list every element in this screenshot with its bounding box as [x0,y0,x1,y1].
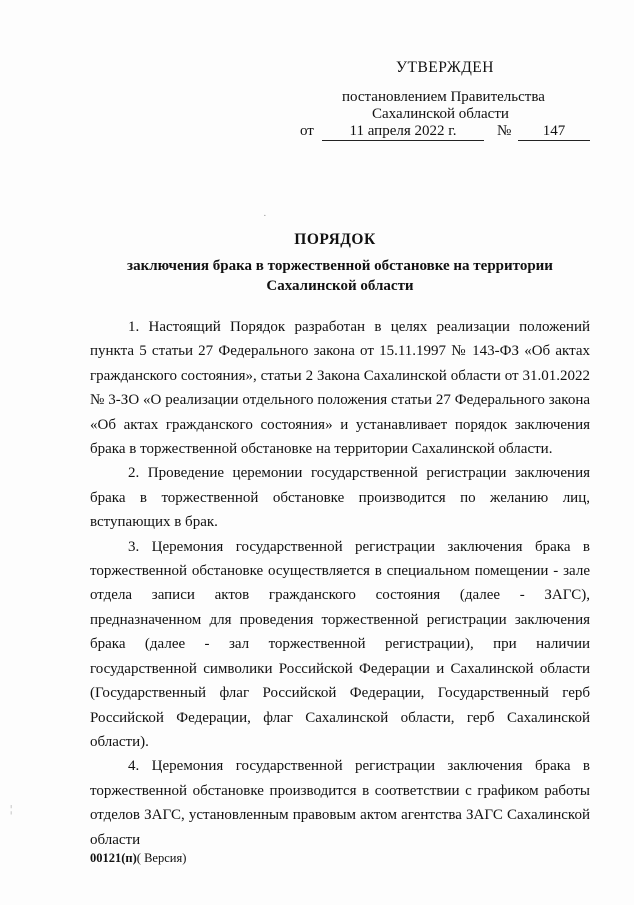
approval-number: 147 [518,122,590,141]
paragraph-2: 2. Проведение церемонии государственной регистрации заключения брака в торжественной обстановке производится по желанию лиц, вступающих в брак. [90,465,590,531]
document-subtitle [100,256,580,296]
document-body [90,315,590,852]
approval-number-sign: № [497,123,512,139]
paragraph-1: 1. Настоящий Порядок разработан в целях реализации положений пункта 5 статьи 27 Федерального закона от 15.11.1997 № 143-ФЗ «Об актах гражданского состояния», статьи 2 Закона Сахалинской области от 31.01.2022 № 3-ЗО «О реализации отдельного положения статьи 27 Федерального закона «Об актах гражданского состояния» и устанавливает порядок заключения брака в торжественной обстановке на территории Сахалинской области. [90,319,590,458]
paragraph-4: 4. Церемония государственной регистрации заключения брака в торжественной обстановке производится в соответствии с графиком работы отделов ЗАГС, установленным правовым актом агентства ЗАГС Сахалинской области [90,758,590,848]
scan-speck: ¦ [10,803,13,815]
footer-version: ( Версия) [136,851,187,865]
subtitle-line-2: Сахалинской области [266,278,414,294]
approval-line-government: постановлением Правительства [342,89,545,105]
scan-speck: · [263,210,267,222]
approval-date-number-line [300,122,600,142]
document-footer [90,851,186,866]
paragraph-3: 3. Церемония государственной регистрации заключения брака в торжественной обстановке осуществляется в специальном помещении - зале отдела записи актов гражданского состояния (далее - ЗАГС), предназначенном для проведения торжественной регистрации заключения брака (далее - зал торжественной регистрации), при наличии государственной символики Российской Федерации и Сахалинской области (Государственный флаг Российской Федерации, Государственный герб Российской Федерации, флаг Сахалинской области, герб Сахалинской области). [90,538,590,750]
approval-line-region: Сахалинской области [372,106,509,122]
footer-code: 00121(п) [90,851,137,865]
subtitle-line-1: заключения брака в торжественной обстановке на территории [127,258,553,274]
approval-from-label: от [300,123,314,139]
approval-heading: УТВЕРЖДЕН [396,59,494,76]
approval-date: 11 апреля 2022 г. [322,122,484,141]
document-title: ПОРЯДОК [294,231,376,248]
